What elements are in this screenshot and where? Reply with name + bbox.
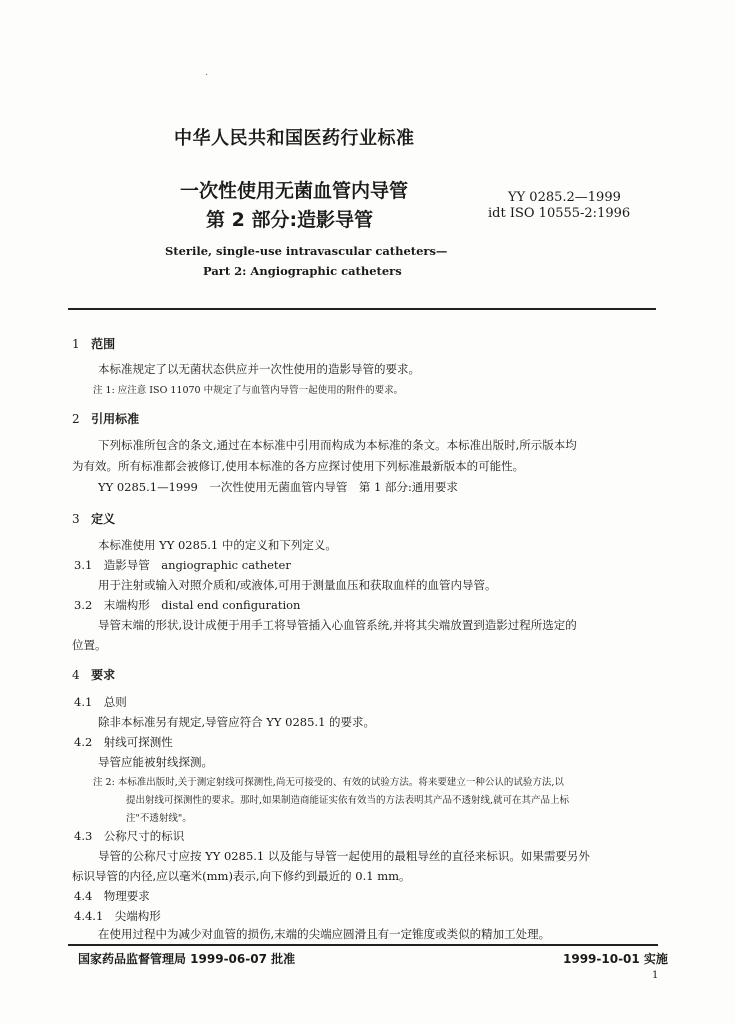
standard-code: YY 0285.2—1999 [508,190,621,205]
clause-4-4-1-heading: 4.4.1 尖端构形 [74,909,161,923]
page-number: 1 [652,970,659,981]
section-4-heading: 4 要求 [72,668,116,682]
definition-3-1-body: 用于注射或输入对照介质和/或液体,可用于测量血压和获取血样的血管内导管。 [98,578,497,592]
issuing-organization: 中华人民共和国医药行业标准 [174,128,415,149]
normative-reference: YY 0285.1—1999 一次性使用无菌血管内导管 第 1 部分:通用要求 [98,480,458,494]
section-1-heading: 1 范围 [72,337,116,351]
clause-4-1-heading: 4.1 总则 [74,695,127,709]
english-title-line1: Sterile, single-use intravascular catheters— [165,244,448,258]
definition-3-2-body-line1: 导管末端的形状,设计成便于用手工将导管插入心血管系统,并将其尖端放置到造影过程所选定的 [98,618,577,632]
clause-4-3-body-line1: 导管的公称尺寸应按 YY 0285.1 以及能与导管一起使用的最粗导丝的直径来标识。如果需要另外 [98,849,590,863]
note-2-line2: 提出射线可探测性的要求。那时,如果制造商能证实依有效当的方法表明其产品不透射线,就可在其产品上标 [126,795,570,806]
document-title-line2: 第 2 部分:造影导管 [206,209,374,231]
footer-divider [68,944,658,946]
note-2-line1: 注 2: 本标准出版时,关于测定射线可探测性,尚无可接受的、有效的试验方法。将来要建立一种公认的试验方法,以 [93,777,564,788]
header-divider [68,308,656,310]
idt-code: idt ISO 10555-2:1996 [488,206,631,221]
definition-3-2-body-line2: 位置。 [72,638,107,652]
implementation-date: 1999-10-01 实施 [563,952,668,966]
english-title-line2: Part 2: Angiographic catheters [203,264,402,278]
clause-4-4-1-body: 在使用过程中为减少对血管的损伤,末端的尖端应圆滑且有一定锥度或类似的精加工处理。 [98,927,551,941]
section-1-paragraph: 本标准规定了以无菌状态供应并一次性使用的造影导管的要求。 [98,362,420,376]
section-2-paragraph-line2: 为有效。所有标准都会被修订,使用本标准的各方应探讨使用下列标准最新版本的可能性。 [72,459,525,473]
clause-4-3-body-line2: 标识导管的内径,应以毫米(mm)表示,向下修约到最近的 0.1 mm。 [72,869,411,883]
section-2-paragraph-line1: 下列标准所包含的条文,通过在本标准中引用而构成为本标准的条文。本标准出版时,所示版本均 [98,438,577,452]
document-title-line1: 一次性使用无菌血管内导管 [180,180,409,202]
scan-speck: · [205,70,209,81]
note-2-line3: 注"不透射线"。 [126,813,192,824]
clause-4-2-heading: 4.2 射线可探测性 [74,735,173,749]
note-1: 注 1: 应注意 ISO 11070 中规定了与血管内导管一起使用的附件的要求。 [93,385,404,396]
clause-4-4-heading: 4.4 物理要求 [74,889,150,903]
definition-3-1-heading: 3.1 造影导管 angiographic catheter [74,558,291,572]
section-3-heading: 3 定义 [72,512,116,526]
section-3-paragraph: 本标准使用 YY 0285.1 中的定义和下列定义。 [98,538,337,552]
clause-4-1-body: 除非本标准另有规定,导管应符合 YY 0285.1 的要求。 [98,715,376,729]
clause-4-2-body: 导管应能被射线探测。 [98,755,213,769]
section-2-heading: 2 引用标准 [72,412,140,426]
clause-4-3-heading: 4.3 公称尺寸的标识 [74,829,185,843]
definition-3-2-heading: 3.2 末端构形 distal end configuration [74,598,301,612]
approval-date: 国家药品监督管理局 1999-06-07 批准 [78,952,296,966]
